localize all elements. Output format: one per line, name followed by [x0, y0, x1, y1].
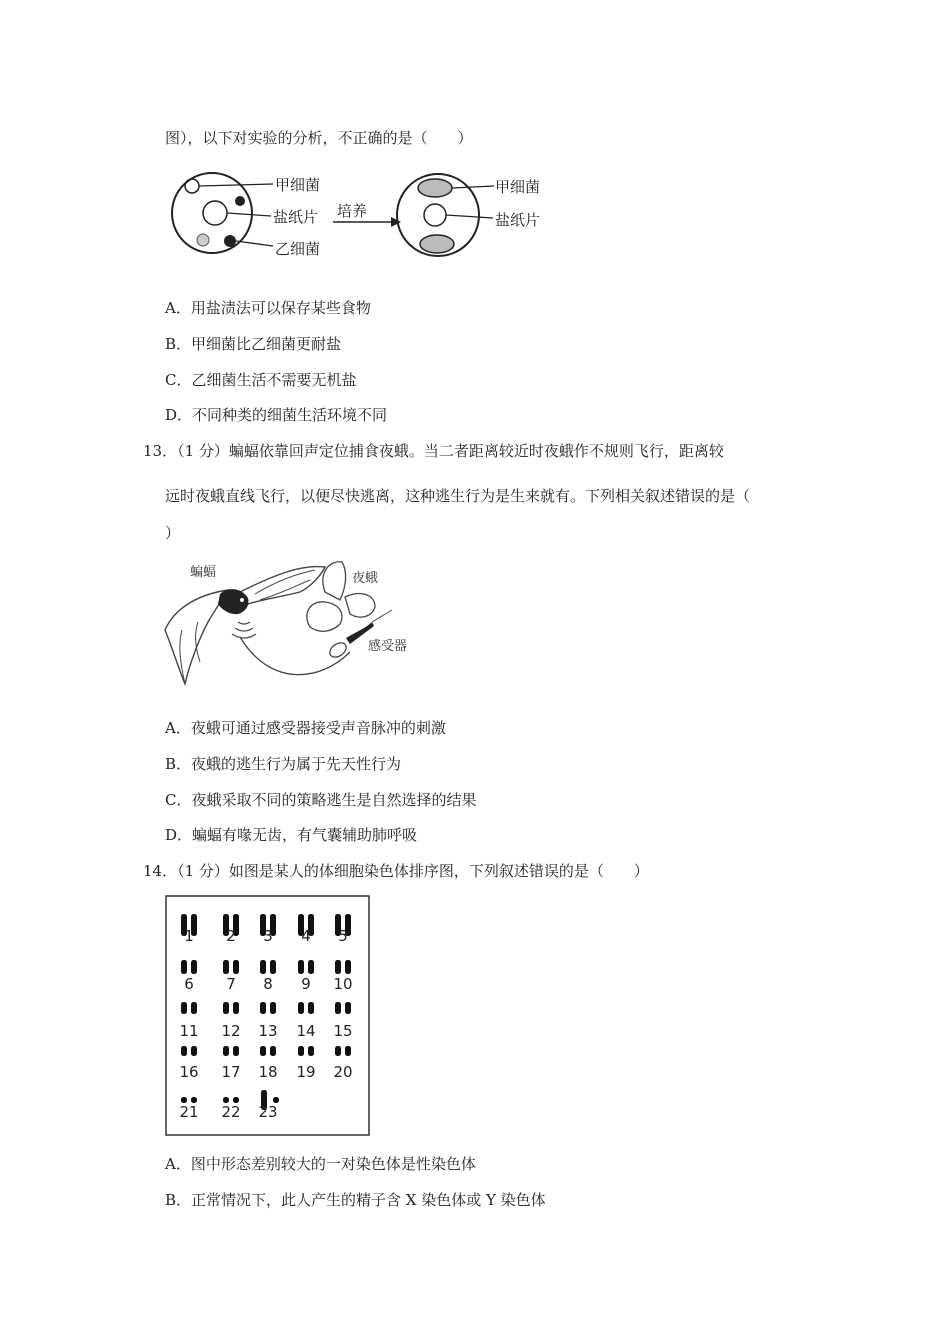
chromosome-number: 8	[263, 975, 273, 993]
chromosome	[335, 1046, 341, 1056]
right-salt-paper	[424, 204, 446, 226]
chromosome-number: 2	[226, 927, 236, 945]
chromosome	[191, 1046, 197, 1056]
chromosome-number: 16	[179, 1063, 199, 1081]
label-bacteria-b: 乙细菌	[275, 240, 321, 258]
chromosome	[260, 1002, 266, 1014]
right-bacteria-b-zone	[420, 235, 454, 253]
q13-option-c: C．夜蛾采取不同的策略逃生是自然选择的结果	[165, 791, 477, 809]
chromosome-number: 23	[258, 1103, 278, 1121]
chromosome	[298, 1002, 304, 1014]
chromosome	[233, 1002, 239, 1014]
chromosome	[233, 1046, 239, 1056]
label-salt-paper: 盐纸片	[273, 208, 319, 226]
left-salt-paper	[203, 201, 227, 225]
chromosome	[260, 1046, 266, 1056]
chromosome	[298, 960, 304, 974]
chromosome	[345, 1002, 351, 1014]
culture-arrow-head	[391, 217, 401, 227]
chromosome	[191, 960, 197, 974]
q14-karyotype-figure	[165, 895, 371, 1137]
left-bacteria-b-colony	[224, 235, 236, 247]
q12-option-d: D．不同种类的细菌生活环境不同	[165, 406, 388, 424]
chromosome	[298, 1046, 304, 1056]
chromosome	[223, 1046, 229, 1056]
chromosome-number: 9	[301, 975, 311, 993]
moth-upper-wing	[323, 562, 346, 600]
chromosome	[308, 960, 314, 974]
moth-right-wing	[345, 594, 375, 617]
bat-body	[218, 589, 248, 614]
chromosome	[181, 1002, 187, 1014]
moth-body	[327, 640, 349, 660]
chromosome-number: 20	[333, 1063, 353, 1081]
chromosome	[335, 1002, 341, 1014]
chromosome-number: 22	[221, 1103, 241, 1121]
left-dark-colony-1	[235, 196, 245, 206]
sound-waves	[232, 622, 256, 638]
chromosome-number: 10	[333, 975, 353, 993]
receptor-label: 感受器	[368, 639, 408, 654]
q12-option-b: B．甲细菌比乙细菌更耐盐	[165, 335, 342, 353]
chromosome-number: 14	[296, 1022, 316, 1040]
right-bacteria-a-zone	[418, 179, 452, 197]
chromosome-number: 3	[263, 927, 273, 945]
q12-bacteria-figure	[165, 160, 565, 270]
chromosome-number: 1	[184, 927, 194, 945]
q13-stem-line-2: 远时夜蛾直线飞行，以便尽快逃离，这种逃生行为是生来就有。下列相关叙述错误的是（	[165, 487, 751, 505]
chromosome	[308, 1046, 314, 1056]
label-bacteria-a: 甲细菌	[275, 176, 321, 194]
chromosome	[270, 1046, 276, 1056]
chromosome-number: 17	[221, 1063, 241, 1081]
chromosome-number: 18	[258, 1063, 278, 1081]
q13-bat-moth-figure	[160, 552, 420, 692]
q13-stem-line-3: ）	[165, 524, 181, 542]
q13-stem-line-1: 13．（1 分）蝙蝠依靠回声定位捕食夜蛾。当二者距离较近时夜蛾作不规则飞行，距离较	[143, 442, 724, 460]
bat-right-wing	[240, 567, 325, 604]
moth-lower-wing	[307, 602, 342, 631]
q13-option-b: B．夜蛾的逃生行为属于先天性行为	[165, 755, 402, 773]
chromosome-number: 12	[221, 1022, 241, 1040]
q12-option-c: C．乙细菌生活不需要无机盐	[165, 371, 357, 389]
q13-option-d: D．蝙蝠有喙无齿，有气囊辅助肺呼吸	[165, 826, 418, 844]
chromosome	[345, 1046, 351, 1056]
left-dotted-colony	[197, 234, 209, 246]
q13-option-a: A．夜蛾可通过感受器接受声音脉冲的刺激	[165, 719, 446, 737]
q14-option-b: B．正常情况下，此人产生的精子含 X 染色体或 Y 染色体	[165, 1191, 546, 1209]
left-bacteria-a-colony	[185, 179, 199, 193]
chromosome	[223, 960, 229, 974]
chromosome-number: 11	[179, 1022, 199, 1040]
chromosome-number: 6	[184, 975, 194, 993]
chromosome	[270, 960, 276, 974]
chromosome-number: 4	[301, 927, 311, 945]
q12-stem-tail: 图），以下对实验的分析，不正确的是（ ）	[165, 129, 473, 147]
label-culture: 培养	[337, 202, 368, 220]
chromosome	[181, 1046, 187, 1056]
chromosome	[223, 1002, 229, 1014]
chromosome	[345, 960, 351, 974]
chromosome	[270, 1002, 276, 1014]
q14-stem: 14．（1 分）如图是某人的体细胞染色体排序图，下列叙述错误的是（ ）	[143, 862, 649, 880]
chromosome	[260, 960, 266, 974]
bat-label: 蝙蝠	[190, 565, 217, 580]
right-label-bacteria-a: 甲细菌	[495, 178, 541, 196]
chromosome-number: 5	[338, 927, 348, 945]
right-label-salt-paper: 盐纸片	[495, 211, 541, 229]
q14-option-a: A．图中形态差别较大的一对染色体是性染色体	[165, 1155, 476, 1173]
chromosome	[308, 1002, 314, 1014]
moth-label: 夜蛾	[352, 571, 379, 586]
chromosome-number: 7	[226, 975, 236, 993]
chromosome	[181, 960, 187, 974]
chromosome-number: 13	[258, 1022, 278, 1040]
q12-option-a: A．用盐渍法可以保存某些食物	[165, 299, 371, 317]
chromosome	[335, 960, 341, 974]
chromosome-number: 19	[296, 1063, 316, 1081]
chromosome	[191, 1002, 197, 1014]
chromosome	[233, 960, 239, 974]
chromosome-number: 21	[179, 1103, 199, 1121]
chromosome-number: 15	[333, 1022, 353, 1040]
